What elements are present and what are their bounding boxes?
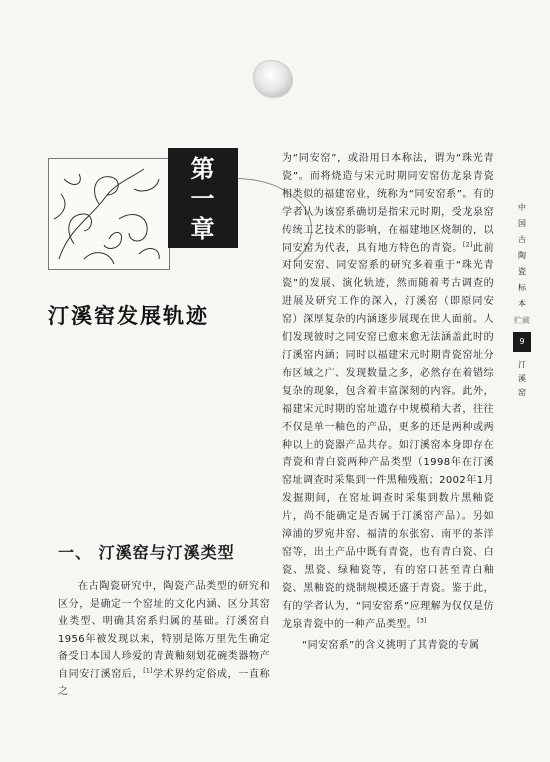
citation-3: [3] — [417, 617, 427, 625]
right-paragraph-2: “同安窑系”的含义挑明了其青瓷的专属 — [302, 640, 480, 652]
floral-line-drawing — [48, 158, 170, 270]
section-heading: 一、 汀溪窑与汀溪类型 — [58, 543, 235, 562]
right-paragraph-1 — [282, 150, 494, 633]
citation-2: [2] — [462, 241, 473, 249]
chapter-char-1: 第 — [190, 154, 216, 183]
ceramic-shard-image — [253, 60, 293, 98]
vertical-sidebar — [511, 200, 533, 400]
subject-char: 窑 — [518, 388, 526, 397]
series-char: 国 — [518, 219, 526, 228]
left-paragraph — [58, 578, 270, 701]
floral-pattern-icon — [49, 159, 169, 269]
page-number: 9 — [513, 332, 531, 352]
series-char: 本 — [518, 299, 526, 308]
series-char: 陶 — [518, 251, 526, 260]
right-text-a: 为“同安窑”，或沿用日本称法，谓为“珠光青瓷”。而将烧造与宋元时期同安窑仿龙泉青瓷相类似的福建窑业，统称为“同安窑系”。有的学者认为该窑系确切是指宋元时期，受龙泉窑传统工艺技术的影响，在福建地区烧制的，以同安窑为代表，具有地方特色的青瓷。 — [282, 153, 494, 254]
subject-char: 溪 — [518, 374, 526, 383]
chapter-art — [40, 148, 270, 273]
series-char: 标 — [518, 283, 526, 292]
series-char: 古 — [518, 235, 526, 244]
chapter-char-3: 章 — [190, 214, 216, 243]
series-char: 中 — [518, 203, 526, 212]
chapter-label — [168, 148, 238, 248]
sidebar-tag: 贮藏 — [514, 316, 530, 325]
series-char: 瓷 — [518, 267, 526, 276]
chapter-char-2: 一 — [190, 184, 216, 213]
subject-char: 汀 — [518, 360, 526, 369]
citation-1: [1] — [143, 667, 153, 675]
left-text-b: 学术界约定俗成，一直称之 — [58, 668, 271, 697]
chapter-title: 汀溪窑发展轨迹 — [48, 304, 209, 328]
right-text-b: 此前对同安窑、同安窑系的研究多着重于“珠光青瓷”的发展、演化轨迹，然而随着考古调查的进展及研究工作的深入，汀溪窑（即原同安窑）深厚复杂的内涵逐步展现在世人面前。人们发现彼时之同安窑已愈来愈无法涵盖此时的汀溪窑内涵；同时以福建宋元时期青瓷窑址分布区域之广、发现数量之多，必然存在着错综复杂的现象，包含着丰富深刻的内容。此外，福建宋元时期的窑址遗存中规模稍大者，往往不仅是单一釉色的产品，更多的还是两种或两种以上的瓷器产品共存。如汀溪窑本身即存在青瓷和青白瓷两种产品类型（1998年在汀溪窑址调查时采集到一件黑釉残瓶；2002年1月发掘期间，在窑址调查时采集到数片黑釉瓷片，尚不能确定是否属于汀溪窑产品）。另如漳浦的罗宛井窑、福清的东张窑、南平的茶洋窑等，出土产品中既有青瓷，也有青白瓷、白瓷、黑瓷、绿釉瓷等，有的窑口甚至青白釉瓷、黑釉瓷的烧制规模还盛于青瓷。鉴于此，有的学者认为，“同安窑系”应理解为仅仅是仿龙泉青瓷中的一种产品类型。 — [282, 242, 494, 630]
left-text-a: 在古陶瓷研究中，陶瓷产品类型的研究和区分，是确定一个窑址的文化内涵、区分其窑业类型、明确其窑系归属的基础。汀溪窑自1956年被发现以来，特别是陈万里先生确定备受日本国人珍爱的青黄釉刻划花碗类器物产自同安汀溪窑后， — [58, 581, 270, 680]
right-column — [282, 150, 494, 655]
